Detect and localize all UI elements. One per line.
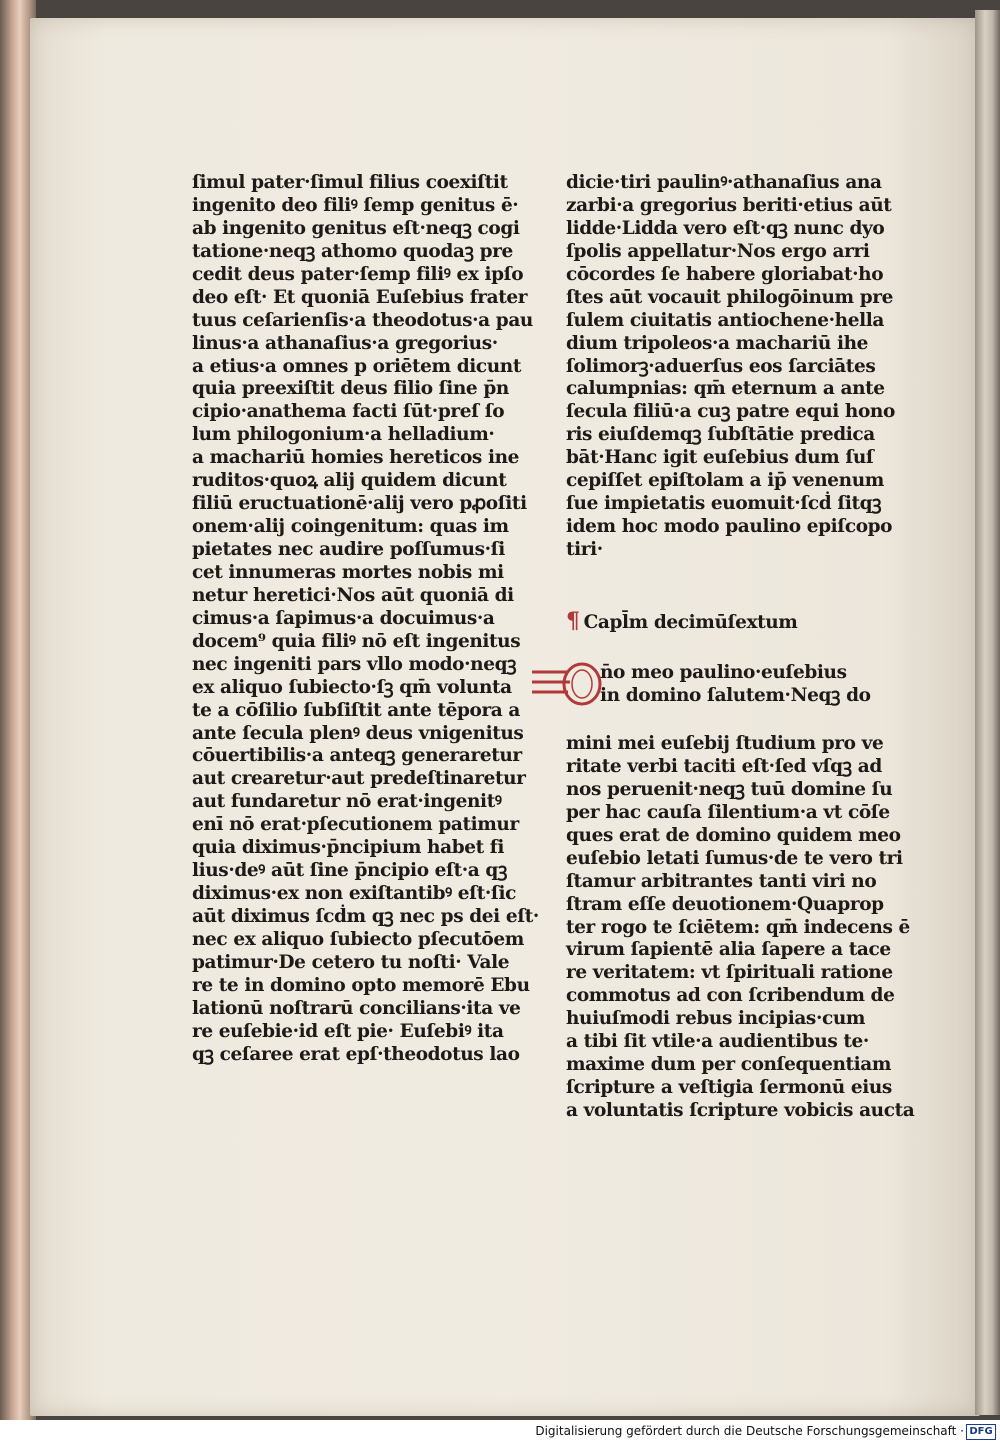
text-line: ſtamur arbitrantes tanti viri no (566, 870, 877, 892)
text-line: dium tripoleos·a machariū ihe (566, 332, 869, 354)
text-line: huiuſmodi rebus incipias·cum (566, 1008, 866, 1030)
text-line: aut fundaretur nō erat·ingenitꝰ (192, 791, 502, 813)
text-line: te a cōſilio ſubſiſtit ante tēpora a (192, 699, 521, 721)
left-text-column (192, 172, 539, 1067)
text-line: maxime dum per conſequentiam (566, 1054, 892, 1076)
text-line: enī nō erat·pſecutionem patimur (192, 814, 519, 836)
text-line: commotus ad con ſcribendum de (566, 985, 895, 1007)
text-line: nec ingeniti pars vllo modo·neqꝫ (192, 653, 517, 675)
text-line: cepiſſet epiſtolam a ip̄ venenum (566, 470, 884, 492)
text-line: a tibi ſit vtile·a audientibus te· (566, 1031, 869, 1053)
pilcrow-icon: ¶ (566, 608, 580, 634)
text-line: ex aliquo ſubiecto·ſꝫ qm̄ volunta (192, 676, 512, 698)
text-line: lationū noſtrarū concilians·ita ve (192, 997, 521, 1019)
right-text-column-top (566, 172, 895, 562)
text-line: re euſebie·id eſt pie· Euſebiꝰ ita (192, 1020, 504, 1042)
text-line: lum philogonium·a helladium· (192, 424, 495, 446)
text-line: ſue impietatis euomuit·ſcḋ ſitqꝫ (566, 493, 882, 515)
text-line: euſebio letati ſumus·de te vero tri (566, 847, 903, 869)
text-line: nec ex aliquo ſubiecto pſecutōem (192, 928, 524, 950)
text-line: diximus·ex non exiſtantibꝰ eſt·ſic (192, 883, 516, 905)
text-line: mini mei euſebij ſtudium pro ve (566, 733, 884, 754)
text-line: tuus ceſarienſis·a theodotus·a pau (192, 309, 533, 331)
text-line: ſimul pater·ſimul filius coexiſtit (192, 172, 508, 193)
text-line: a voluntatis ſcripture vobicis aucta (566, 1100, 915, 1121)
text-line: qꝫ ceſaree erat epſ·theodotus lao (192, 1043, 520, 1065)
text-line: lidde·Lidda vero eſt·qꝫ nunc dyo (566, 217, 885, 239)
text-line: ques erat de domino quidem meo (566, 824, 901, 846)
text-line: netur heretici·Nos aūt quoniā di (192, 584, 514, 606)
text-line: idem hoc modo paulino epiſcopo (566, 516, 893, 538)
text-line: ris eiuſdemqꝫ ſubſtātie predica (566, 424, 875, 446)
text-line: linus·a athanaſius·a gregorius· (192, 332, 498, 354)
text-line: cipio·anathema facti ſūt·preſ ſo (192, 401, 505, 423)
text-line: calumpnias: qm̄ eternum a ante (566, 378, 885, 400)
text-line: patimur·De cetero tu noſti· Vale (192, 951, 510, 973)
text-line: deo eſt· Et quoniā Euſebius frater (192, 286, 528, 308)
text-line: cimus·a ſapimus·a docuimus·a (192, 607, 495, 629)
decorated-initial (530, 660, 606, 708)
page-edge (975, 10, 1000, 1415)
text-line: pietates nec audire poſſumus·ſi (192, 539, 505, 560)
text-line: n̄o meo paulino·euſebius (600, 662, 847, 683)
text-line: aūt diximus ſcḋm qꝫ nec ps dei eſt· (192, 906, 539, 927)
text-line: docem⁹ quia filiꝰ nō eſt ingenitus (192, 630, 521, 652)
initial-d-icon (530, 660, 606, 708)
text-line: nos peruenit·neqꝫ tuū domine ſu (566, 778, 893, 800)
text-line: cōcordes ſe habere gloriabat·ho (566, 263, 884, 285)
text-line: zarbi·a gregorius beriti·etius aūt (566, 194, 892, 216)
text-line: dicie·tiri paulinꝰ·athanaſius ana (566, 172, 882, 193)
dfg-logo: DFG (966, 1424, 996, 1440)
text-line: aut crearetur·aut predeſtinaretur (192, 768, 526, 790)
text-line: ante ſecula plenꝰ deus vnigenitus (192, 722, 524, 744)
text-line: ſtram eſſe deuotionem·Quaprop (566, 893, 884, 915)
text-line: ruditos·quoꝝ alij quidem dicunt (192, 470, 507, 492)
text-line: per hac cauſa ſilentium·a vt cōſe (566, 801, 890, 823)
text-line: quia preexiſtit deus filio ſine p̄n (192, 378, 509, 400)
text-line: ab ingenito genitus eſt·neqꝫ cogi (192, 217, 520, 239)
footer-credit: Digitalisierung gefördert durch die Deutsche Forschungsgemeinschaft · (535, 1424, 964, 1438)
text-line: tatione·neqꝫ athomo quodaꝫ pre (192, 240, 513, 262)
text-line: tiri· (566, 539, 603, 560)
text-line: cedit deus pater·ſemp filiꝰ ex ipſo (192, 263, 524, 285)
text-line: a etius·a omnes p oriētem dicunt (192, 355, 521, 377)
text-line: cet innumeras mortes nobis mi (192, 561, 504, 583)
text-line: in domino ſalutem·Neqꝫ do (600, 684, 871, 706)
text-line: lius·deꝰ aūt ſine p̄ncipio eſt·a qꝫ (192, 860, 507, 882)
text-line: ſcripture a veſtigia ſermonū eius (566, 1077, 892, 1099)
text-line: a machariū homies hereticos ine (192, 447, 519, 469)
text-line: ſecula filiū·a cuꝫ patre equi hono (566, 401, 895, 423)
text-line: re te in domino opto memorē Ebu (192, 974, 530, 996)
text-line: ſtes aūt vocauit philogōinum pre (566, 286, 894, 308)
text-line: re veritatem: vt ſpirituali ratione (566, 962, 893, 984)
chapter-heading (566, 608, 797, 634)
text-line: filiū eructuationē·alij vero pꝓoſiti (192, 493, 527, 515)
text-line: quia diximus·p̄ncipium habet fi (192, 837, 504, 859)
text-line: virum ſapientē alia ſapere a tace (566, 939, 891, 961)
text-line: ingenito deo filiꝰ ſemp genitus ē· (192, 194, 519, 216)
chapter-heading-text: Capl̄m decimūſextum (583, 612, 798, 633)
text-line: ter rogo te ſciētem: qm̄ indecens ē (566, 916, 910, 938)
text-line: ſolimorꝫ·aduerſus eos ſarciātes (566, 355, 876, 377)
text-line: ſulem ciuitatis antiochene·hella (566, 309, 884, 331)
text-line: cōuertibilis·a anteqꝫ generaretur (192, 745, 522, 767)
right-text-column-initial-lines (600, 662, 872, 708)
text-line: ritate verbi taciti eſt·ſed vſqꝫ ad (566, 755, 882, 777)
text-line: ſpolis appellatur·Nos ergo arri (566, 240, 870, 262)
text-line: bāt·Hanc igit euſebius dum ſuſ (566, 447, 874, 469)
right-text-column-bottom (566, 733, 915, 1123)
text-line: onem·alij coingenitum: quas im (192, 516, 509, 538)
